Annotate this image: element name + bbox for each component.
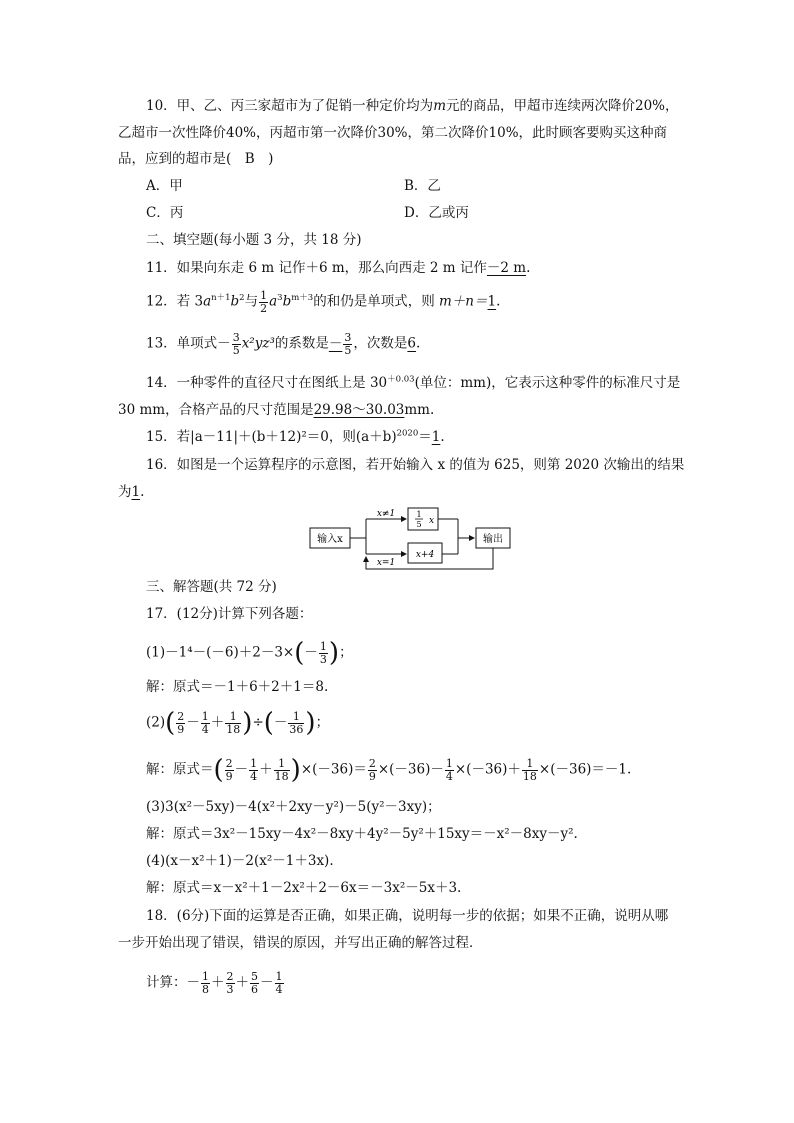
- section-2-heading: 二、填空题(每小题 3 分，共 18 分): [146, 232, 362, 248]
- output-label: 输出: [483, 534, 503, 545]
- q15-answer: 1: [431, 429, 441, 445]
- q10-line3: 品，应到的超市是( B ): [118, 151, 274, 167]
- q13-answer-coefficient: － $\frac{3}{5}$: [328, 331, 352, 357]
- q10-option-d: D．乙或丙: [404, 205, 469, 221]
- svg-text:1: 1: [416, 510, 422, 519]
- q12: 12．若 $3a^{n+1}b^2$与 $\frac{1}{2}$ $a^3b^{m+3}$的和仍是单项式，则 m＋n＝1.: [146, 289, 501, 315]
- q14-line2: 30 mm，合格产品的尺寸范围是29.98～30.03mm.: [118, 402, 435, 418]
- q17-solution4: 解：原式＝x－x²＋1－2x²＋2－6x＝－3x²－5x＋3.: [146, 880, 462, 896]
- q18-calc: 计算：－ $\frac{1}{8}$ ＋ $\frac{2}{3}$ ＋ $\frac{5}{6}$ － $\frac{1}{4}$: [146, 970, 283, 996]
- condition-one: x=1: [376, 558, 396, 568]
- q16-answer: 1: [131, 484, 141, 500]
- svg-text:x: x: [429, 516, 435, 526]
- svg-text:x+4: x+4: [415, 550, 435, 560]
- svg-text:5: 5: [416, 520, 422, 529]
- q13-fraction: $\frac{3}{5}$: [232, 331, 240, 357]
- q12-answer: 1: [487, 293, 497, 310]
- operation-flow-diagram: [308, 505, 518, 573]
- section-3-heading: 三、解答题(共 72 分): [146, 579, 277, 595]
- q13: 13．单项式－ $\frac{3}{5}$ x²yz³的系数是－ $\frac{3}{5}$ ，次数是6.: [146, 331, 421, 357]
- q10-line1: 10．甲、乙、丙三家超市为了促销一种定价均为m元的商品，甲超市连续两次降价20%，: [146, 98, 679, 114]
- q10-option-a: A．甲: [146, 178, 183, 194]
- q16-line2: 为1.: [118, 484, 145, 500]
- q17-part4: (4)(x－x²＋1)－2(x²－1＋3x).: [146, 853, 334, 869]
- q18-line1: 18．(6分)下面的运算是否正确，如果正确，说明每一步的依据；如果不正确，说明从哪: [146, 908, 669, 924]
- q11: 11．如果向东走 6 m 记作＋6 m，那么向西走 2 m 记作－2 m.: [146, 260, 531, 276]
- q10-option-b: B．乙: [404, 178, 441, 194]
- q18-line2: 一步开始出现了错误，错误的原因，并写出正确的解答过程．: [118, 935, 483, 951]
- q11-answer: －2 m: [486, 260, 527, 276]
- q17-part1: (1)－1⁴－(－6)＋2－3×(－ $\frac{1}{3}$ )；: [146, 638, 353, 668]
- q16-line1: 16．如图是一个运算程序的示意图，若开始输入 x 的值为 625，则第 2020 次输出的结果: [146, 457, 685, 473]
- q17-solution2: 解：原式＝( $\frac{2}{9}$ － $\frac{1}{4}$ ＋ $\frac{1}{18}$ )×(－36)＝ $\frac{2}{9}$ ×(－36)－ $\frac{1}{4}$ ×(－36)＋ $\frac{1}{18}$ ×(－36)＝－1.: [146, 755, 632, 785]
- q10-line2: 乙超市一次性降价40%，丙超市第一次降价30%，第二次降价10%，此时顾客要购买这种商: [118, 125, 668, 141]
- q12-fraction: $\frac{1}{2}$: [260, 289, 268, 315]
- q15: 15．若|a－11|＋(b＋12)²＝0，则$(a+b)^{2020}=1$.: [146, 428, 445, 445]
- q14-answer: 29.98～30.03: [313, 402, 405, 418]
- q17-solution1: 解：原式＝－1＋6＋2＋1＝8.: [146, 679, 329, 695]
- input-label: 输入x: [317, 534, 343, 545]
- q17-part2: (2)( $\frac{2}{9}$ － $\frac{1}{4}$ ＋ $\frac{1}{18}$ )÷(－ $\frac{1}{36}$ )；: [146, 708, 330, 738]
- q10-option-c: C．丙: [146, 205, 184, 221]
- q17-title: 17．(12分)计算下列各题：: [146, 606, 313, 622]
- q17-solution3: 解：原式＝3x²－15xy－4x²－8xy＋4y²－5y²＋15xy＝－x²－8xy－y².: [146, 826, 578, 842]
- condition-not-one: x≠1: [376, 509, 396, 519]
- q17-part3: (3)3(x²－5xy)－4(x²＋2xy－y²)－5(y²－3xy)；: [146, 799, 441, 815]
- q13-answer-degree: 6: [407, 335, 416, 352]
- q14-line1: 14．一种零件的直径尺寸在图纸上是 $30^{+0.03}$(单位：mm)，它表示这种零件的标准尺寸是: [146, 374, 681, 391]
